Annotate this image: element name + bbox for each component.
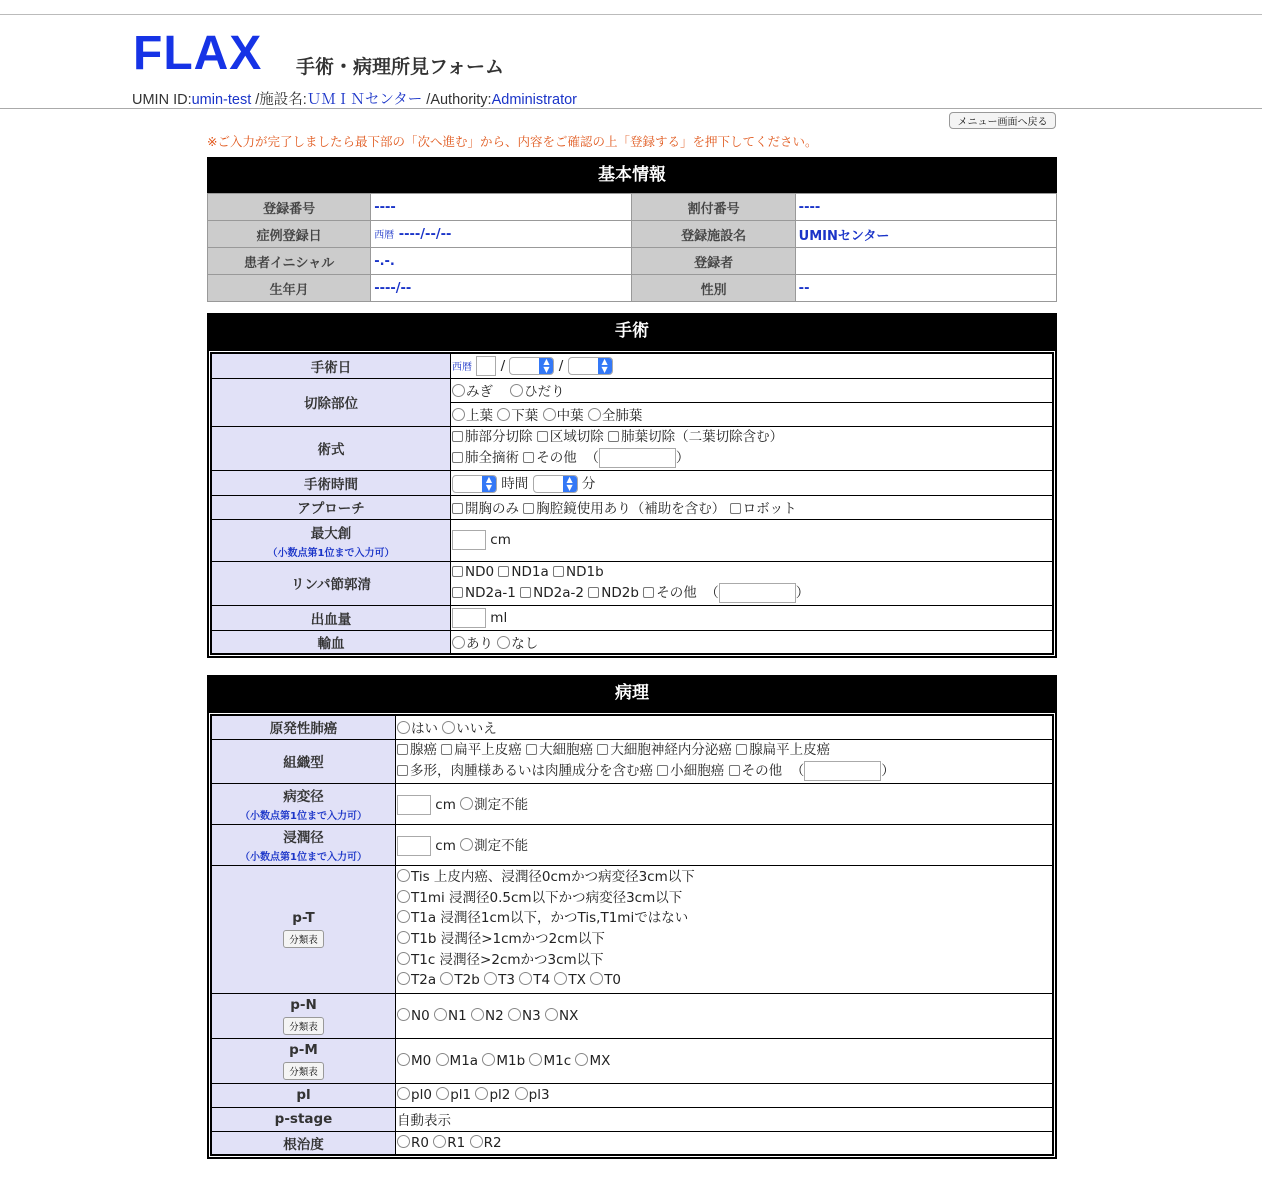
cb-nd1b[interactable]: ND1b [553,564,604,580]
radio-all-lobe[interactable]: 全肺葉 [588,408,643,424]
radio-invasion-unmeasurable[interactable]: 測定不能 [460,838,528,854]
lymph-other-input[interactable] [719,583,796,603]
pm-classification-button[interactable]: 分類表 [283,1062,324,1080]
radio-pl3[interactable]: pl3 [515,1087,550,1103]
radio-t4[interactable]: T4 [519,972,550,988]
reg-facility-label: 登録施設名 [632,221,795,248]
authority: Administrator [491,92,577,108]
cb-nd2a-1[interactable]: ND2a-1 [452,585,516,601]
pstage-value: 自動表示 [396,1107,1054,1131]
chevron-updown-icon: ▲ ▼ [482,476,496,492]
case-date-label: 症例登録日 [208,221,371,248]
radio-r0[interactable]: R0 [397,1135,429,1151]
radio-n1[interactable]: N1 [434,1008,467,1024]
radio-mx[interactable]: MX [575,1053,610,1069]
cb-squamous[interactable]: 扁平上皮癌 [441,742,522,758]
cb-segmentectomy[interactable]: 区域切除 [537,429,604,445]
pathology-section [207,675,1057,1159]
cb-thoracoscope[interactable]: 胸腔鏡使用あり（補助を含む） [523,501,725,517]
radio-right[interactable]: みぎ [452,384,493,400]
surgery-section [207,313,1057,658]
pn-label: p-N 分類表 [211,993,396,1038]
cb-large-cell[interactable]: 大細胞癌 [526,742,593,758]
pathology-table [210,714,1054,1156]
top-divider [0,14,1262,15]
radio-m1a[interactable]: M1a [436,1053,479,1069]
cb-adenocarcinoma[interactable]: 腺癌 [397,742,437,758]
back-to-menu-button[interactable]: メニュー画面へ戻る [949,112,1056,129]
cb-small-cell[interactable]: 小細胞癌 [657,763,724,779]
page-title: 手術・病理所見フォーム [296,56,505,78]
primary-label: 原発性肺癌 [211,715,396,739]
hour-select[interactable] [452,475,497,493]
surgery-time-label: 手術時間 [211,470,451,495]
cb-histology-other[interactable]: その他 [729,763,783,779]
lesion-label: 病変径 （小数点第1位まで入力可） [211,783,396,824]
chevron-updown-icon: ▲ ▼ [539,358,553,374]
procedure-options: 肺部分切除 区域切除 肺葉切除（二葉切除含む） 肺全摘術 その他 （ ） [451,426,1054,470]
pl-label: pl [211,1083,396,1107]
sex-label: 性別 [632,275,795,302]
invasion-label: 浸潤径 （小数点第1位まで入力可） [211,824,396,865]
cb-adenosquamous[interactable]: 腺扁平上皮癌 [736,742,830,758]
cb-nd2a-2[interactable]: ND2a-2 [520,585,584,601]
user-info: UMIN ID:umin-test /施設名:ＵＭＩＮセンター /Authority:Administrator [132,92,577,108]
pm-options [396,1038,1054,1083]
surgery-day-select[interactable] [568,357,613,375]
cb-nd0[interactable]: ND0 [452,564,494,580]
cb-nd1a[interactable]: ND1a [498,564,548,580]
radio-transfusion-no[interactable]: なし [497,636,538,652]
lymph-label: リンパ節郭清 [211,561,451,605]
radio-r2[interactable]: R2 [470,1135,502,1151]
surgery-date-label: 手術日 [211,353,451,378]
surgery-time-field: ▲ ▼ 時間 ▲ ▼ 分 [451,470,1054,495]
blood-field: ml [451,605,1054,630]
chevron-updown-icon: ▲ ▼ [598,358,612,374]
radio-tis[interactable]: Tis 上皮内癌、浸潤径0cmかつ病変径3cm以下 [397,869,695,885]
basic-info-table [207,193,1057,302]
radio-m1b[interactable]: M1b [482,1053,525,1069]
surgery-year-input[interactable] [476,356,496,376]
invasion-input[interactable] [397,836,431,856]
primary-options [396,715,1054,739]
cb-pneumonectomy[interactable]: 肺全摘術 [452,450,519,466]
umin-id: umin-test [191,92,252,108]
radio-t0[interactable]: T0 [590,972,621,988]
pm-label: p-M 分類表 [211,1038,396,1083]
histology-other-input[interactable] [804,761,881,781]
invasion-field: cm 測定不能 [396,824,1054,865]
lesion-input[interactable] [397,795,431,815]
histology-label: 組織型 [211,739,396,783]
procedure-label: 術式 [211,426,451,470]
radio-nx[interactable]: NX [545,1008,578,1024]
transfusion-options [451,630,1054,654]
alloc-no-label: 割付番号 [632,194,795,221]
basic-info-section [207,157,1057,302]
site-lobe-options [451,402,1054,426]
radio-pl2[interactable]: pl2 [475,1087,510,1103]
cb-sarcomatoid[interactable]: 多形，肉腫様あるいは肉腫成分を含む癌 [397,763,653,779]
cb-lcnec[interactable]: 大細胞神経内分泌癌 [597,742,732,758]
radio-middle-lobe[interactable]: 中葉 [543,408,584,424]
radio-t2a[interactable]: T2a [397,972,436,988]
radio-left[interactable]: ひだり [510,384,565,400]
pn-classification-button[interactable]: 分類表 [283,1017,324,1035]
pt-classification-button[interactable]: 分類表 [283,930,324,948]
cb-lobectomy[interactable]: 肺葉切除（二葉切除含む） [608,429,783,445]
approach-options [451,495,1054,519]
curative-label: 根治度 [211,1131,396,1155]
case-date-value: 西暦 ----/--/-- [371,221,632,248]
radio-upper-lobe[interactable]: 上葉 [452,408,493,424]
sex-value: -- [795,275,1056,302]
radio-n0[interactable]: N0 [397,1008,430,1024]
flax-logo: FLAX [133,27,263,80]
minute-select[interactable] [533,475,578,493]
radio-r1[interactable]: R1 [433,1135,465,1151]
radio-pl1[interactable]: pl1 [436,1087,471,1103]
cb-nd2b[interactable]: ND2b [588,585,639,601]
blood-input[interactable] [452,608,486,628]
radio-lesion-unmeasurable[interactable]: 測定不能 [460,797,528,813]
cb-robot[interactable]: ロボット [730,501,797,517]
radio-tx[interactable]: TX [554,972,586,988]
cb-lymph-other[interactable]: その他 [643,585,697,601]
cb-proc-other[interactable]: その他 [523,450,577,466]
reg-no-label: 登録番号 [208,194,371,221]
surgery-month-select[interactable] [509,357,554,375]
alloc-no-value: ---- [795,194,1056,221]
wound-label: 最大創 （小数点第1位まで入力可） [211,519,451,561]
radio-n3[interactable]: N3 [508,1008,541,1024]
facility-name: ＵＭＩＮセンター [306,92,423,108]
proc-other-input[interactable] [599,448,676,468]
radio-t1b[interactable]: T1b 浸潤径>1cmかつ2cm以下 [397,931,605,947]
radio-m1c[interactable]: M1c [529,1053,571,1069]
radio-lower-lobe[interactable]: 下葉 [497,408,538,424]
lesion-field: cm 測定不能 [396,783,1054,824]
surgery-table [210,352,1054,655]
pstage-label: p-stage [211,1107,396,1131]
pn-options [396,993,1054,1038]
radio-pl0[interactable]: pl0 [397,1087,432,1103]
curative-options [396,1131,1054,1155]
transfusion-label: 輸血 [211,630,451,654]
pl-options [396,1083,1054,1107]
blood-label: 出血量 [211,605,451,630]
pt-options [396,865,1054,993]
surgery-heading: 手術 [207,313,1057,349]
radio-t3[interactable]: T3 [484,972,515,988]
registrant-value [795,248,1056,275]
histology-options: 腺癌 扁平上皮癌 大細胞癌 大細胞神経内分泌癌 腺扁平上皮癌 多形，肉腫様あるいは肉腫成分を含む癌 小細胞癌 その他 （ ） [396,739,1054,783]
basic-info-heading: 基本情報 [207,157,1057,193]
pt-label: p-T 分類表 [211,865,396,993]
radio-n2[interactable]: N2 [471,1008,504,1024]
lymph-options: ND0 ND1a ND1b ND2a-1 ND2a-2 ND2b その他 （ ） [451,561,1054,605]
radio-t1mi[interactable]: T1mi 浸潤径0.5cm以下かつ病変径3cm以下 [397,890,682,906]
approach-label: アプローチ [211,495,451,519]
wound-input[interactable] [452,530,486,550]
radio-t2b[interactable]: T2b [440,972,479,988]
surgery-date-field: 西暦 / ▲ ▼ / ▲ ▼ [451,353,1054,378]
radio-m0[interactable]: M0 [397,1053,431,1069]
cb-thoracotomy[interactable]: 開胸のみ [452,501,519,517]
radio-t1c[interactable]: T1c 浸潤径>2cmかつ3cm以下 [397,952,604,968]
radio-t1a[interactable]: T1a 浸潤径1cm以下，かつTis,T1miではない [397,910,688,926]
registrant-label: 登録者 [632,248,795,275]
radio-primary-no[interactable]: いいえ [442,721,497,737]
birth-value: ----/-- [371,275,632,302]
notice-text: ※ご入力が完了しましたら最下部の「次へ進む」から、内容をご確認の上「登録する」を押下してください。 [207,134,818,149]
chevron-updown-icon: ▲ ▼ [563,476,577,492]
radio-transfusion-yes[interactable]: あり [452,636,493,652]
wound-field: cm [451,519,1054,561]
pathology-heading: 病理 [207,675,1057,711]
cb-partial-resection[interactable]: 肺部分切除 [452,429,533,445]
radio-primary-yes[interactable]: はい [397,721,438,737]
initial-value: -.-. [371,248,632,275]
site-side-options [451,378,1054,402]
header-divider [0,108,1262,109]
site-label: 切除部位 [211,378,451,426]
reg-no-value: ---- [371,194,632,221]
birth-label: 生年月 [208,275,371,302]
reg-facility-value: UMINセンター [795,221,1056,248]
initial-label: 患者イニシャル [208,248,371,275]
